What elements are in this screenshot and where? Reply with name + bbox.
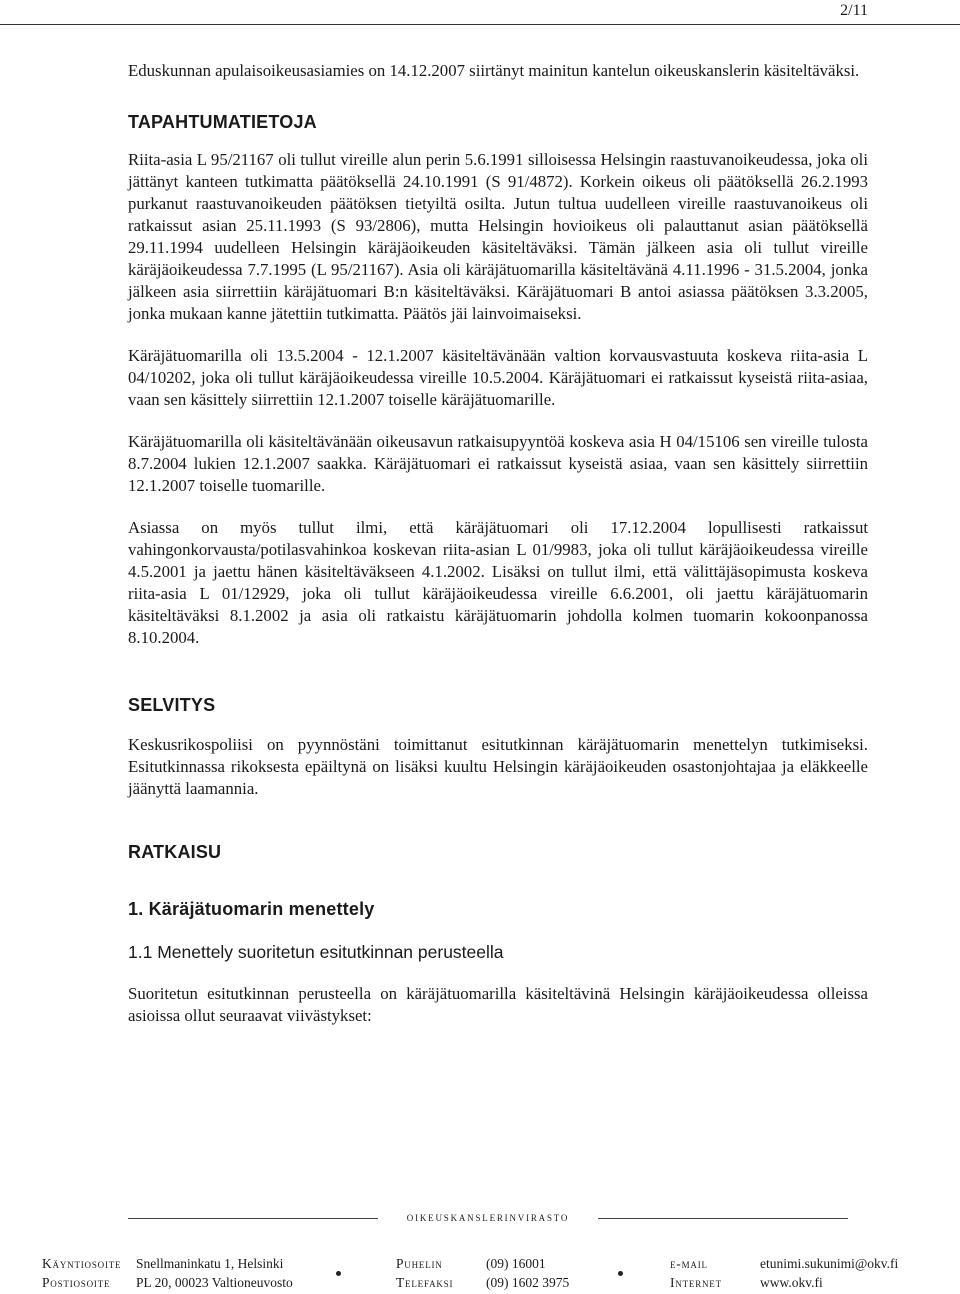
subsubheading: 1.1 Menettely suoritetun esitutkinnan perusteella [128, 942, 504, 962]
internet-label: Internet [670, 1275, 722, 1290]
header-rule [0, 24, 960, 25]
body-paragraph: Käräjätuomarilla oli käsiteltävänään oikeusavun ratkaisupyyntöä koskeva asia H 04/15106 sen vireille tulosta 8.7.2004 lukien 12.1.2007 saakka. Käräjätuomari ei ratkaissut kyseistä asiaa, vaan sen käsittely siirrettiin 12.1.2007 toiselle tuomarille. [128, 432, 868, 495]
page-number: 2/11 [840, 2, 868, 19]
post-label: Postiosoite [42, 1275, 111, 1290]
post-value: PL 20, 00023 Valtioneuvosto [136, 1275, 293, 1290]
phone-label: Puhelin [396, 1256, 443, 1271]
intro-paragraph: Eduskunnan apulaisoikeusasiamies on 14.12.2007 siirtänyt mainitun kantelun oikeuskanslerin käsiteltäväksi. [128, 61, 860, 80]
phone-value: (09) 16001 [486, 1256, 546, 1271]
section-heading-ratkaisu: RATKAISU [128, 842, 222, 862]
visit-value: Snellmaninkatu 1, Helsinki [136, 1256, 284, 1271]
footer-contact [42, 1256, 922, 1294]
subheading: 1. Käräjätuomarin menettely [128, 899, 375, 919]
email-label: e-mail [670, 1256, 708, 1271]
footer-brand: oikeuskanslerinvirasto [406, 1209, 570, 1224]
body-paragraph: Keskusrikospoliisi on pyynnöstäni toimittanut esitutkinnan käräjätuomarin menettelyn tutkimiseksi. Esitutkinnassa rikoksesta epäiltynä on lisäksi kuultu Helsingin käräjäoikeuden osastonjohtajaa ja eläkkeelle jäänyttä laamannia. [128, 735, 868, 798]
footer-rule-right [598, 1218, 848, 1219]
email-value: etunimi.sukunimi@okv.fi [760, 1256, 899, 1271]
fax-value: (09) 1602 3975 [486, 1275, 570, 1290]
body-paragraph: Asiassa on myös tullut ilmi, että käräjätuomari oli 17.12.2004 lopullisesti ratkaissut vahingonkorvausta/potilasvahinkoa koskevan riita-asian L 01/9983, joka oli tullut käräjäoikeudessa vireille 4.5.2001 ja jaettu hänen käsiteltäväkseen 4.1.2002. Lisäksi on tullut ilmi, että välittäjäsopimusta koskeva riita-asia L 01/12929, joka oli tullut käräjäoikeudessa vireille 6.6.2001, oli jaettu käräjätuomarin käsiteltäväksi 8.1.2002 ja asia oli ratkaistu käräjätuomarin johdolla kolmen tuomarin kokoonpanossa 8.10.2004. [128, 518, 868, 647]
footer-rule-left [128, 1218, 378, 1219]
footer-row-2 [42, 1275, 922, 1294]
body-paragraph: Suoritetun esitutkinnan perusteella on käräjätuomarilla käsiteltävinä Helsingin käräjäoikeudessa olleissa asioissa ollut seuraavat viivästykset: [128, 984, 868, 1025]
section-heading-tapahtumatietoja: TAPAHTUMATIETOJA [128, 112, 317, 132]
internet-value: www.okv.fi [760, 1275, 823, 1290]
footer-bullet-icon [618, 1271, 623, 1276]
section-heading-selvitys: SELVITYS [128, 695, 216, 715]
visit-label: Käyntiosoite [42, 1256, 122, 1271]
footer-row-1 [42, 1256, 922, 1275]
document-body [128, 60, 868, 1047]
fax-label: Telefaksi [396, 1275, 454, 1290]
body-paragraph: Riita-asia L 95/21167 oli tullut vireille alun perin 5.6.1991 silloisessa Helsingin raastuvanoikeudessa, joka oli jättänyt kanteen tutkimatta päätöksellä 24.10.1991 (S 91/4872). Korkein oikeus oli päätöksellä 26.2.1993 purkanut raastuvanoikeuden päätöksen tietyiltä osilta. Jutun tultua uudelleen vireille raastuvanoikeus oli ratkaissut asian 25.11.1993 (S 93/2806), mutta Helsingin hovioikeus oli palauttanut asian päätöksellä 29.11.1994 uudelleen Helsingin käräjäoikeuden käsiteltäväksi. Tämän jälkeen asia oli tullut vireille käräjäoikeudessa 7.7.1995 (L 95/21167). Asia oli käräjätuomarilla käsiteltävänä 4.11.1996 - 31.5.2004, jonka jälkeen asia siirrettiin käräjätuomari B:n käsiteltäväksi. Käräjätuomari B antoi asiassa päätöksen 3.3.2005, jonka mukaan kanne jätettiin tutkimatta. Päätös jäi lainvoimaiseksi. [128, 150, 868, 323]
body-paragraph: Käräjätuomarilla oli 13.5.2004 - 12.1.2007 käsiteltävänään valtion korvausvastuuta koskeva riita-asia L 04/10202, joka oli tullut käräjäoikeudessa vireille 10.5.2004. Käräjätuomari ei ratkaissut kyseistä riita-asiaa, vaan sen käsittely siirrettiin 12.1.2007 toiselle käräjätuomarille. [128, 346, 868, 409]
footer-bullet-icon [336, 1271, 341, 1276]
